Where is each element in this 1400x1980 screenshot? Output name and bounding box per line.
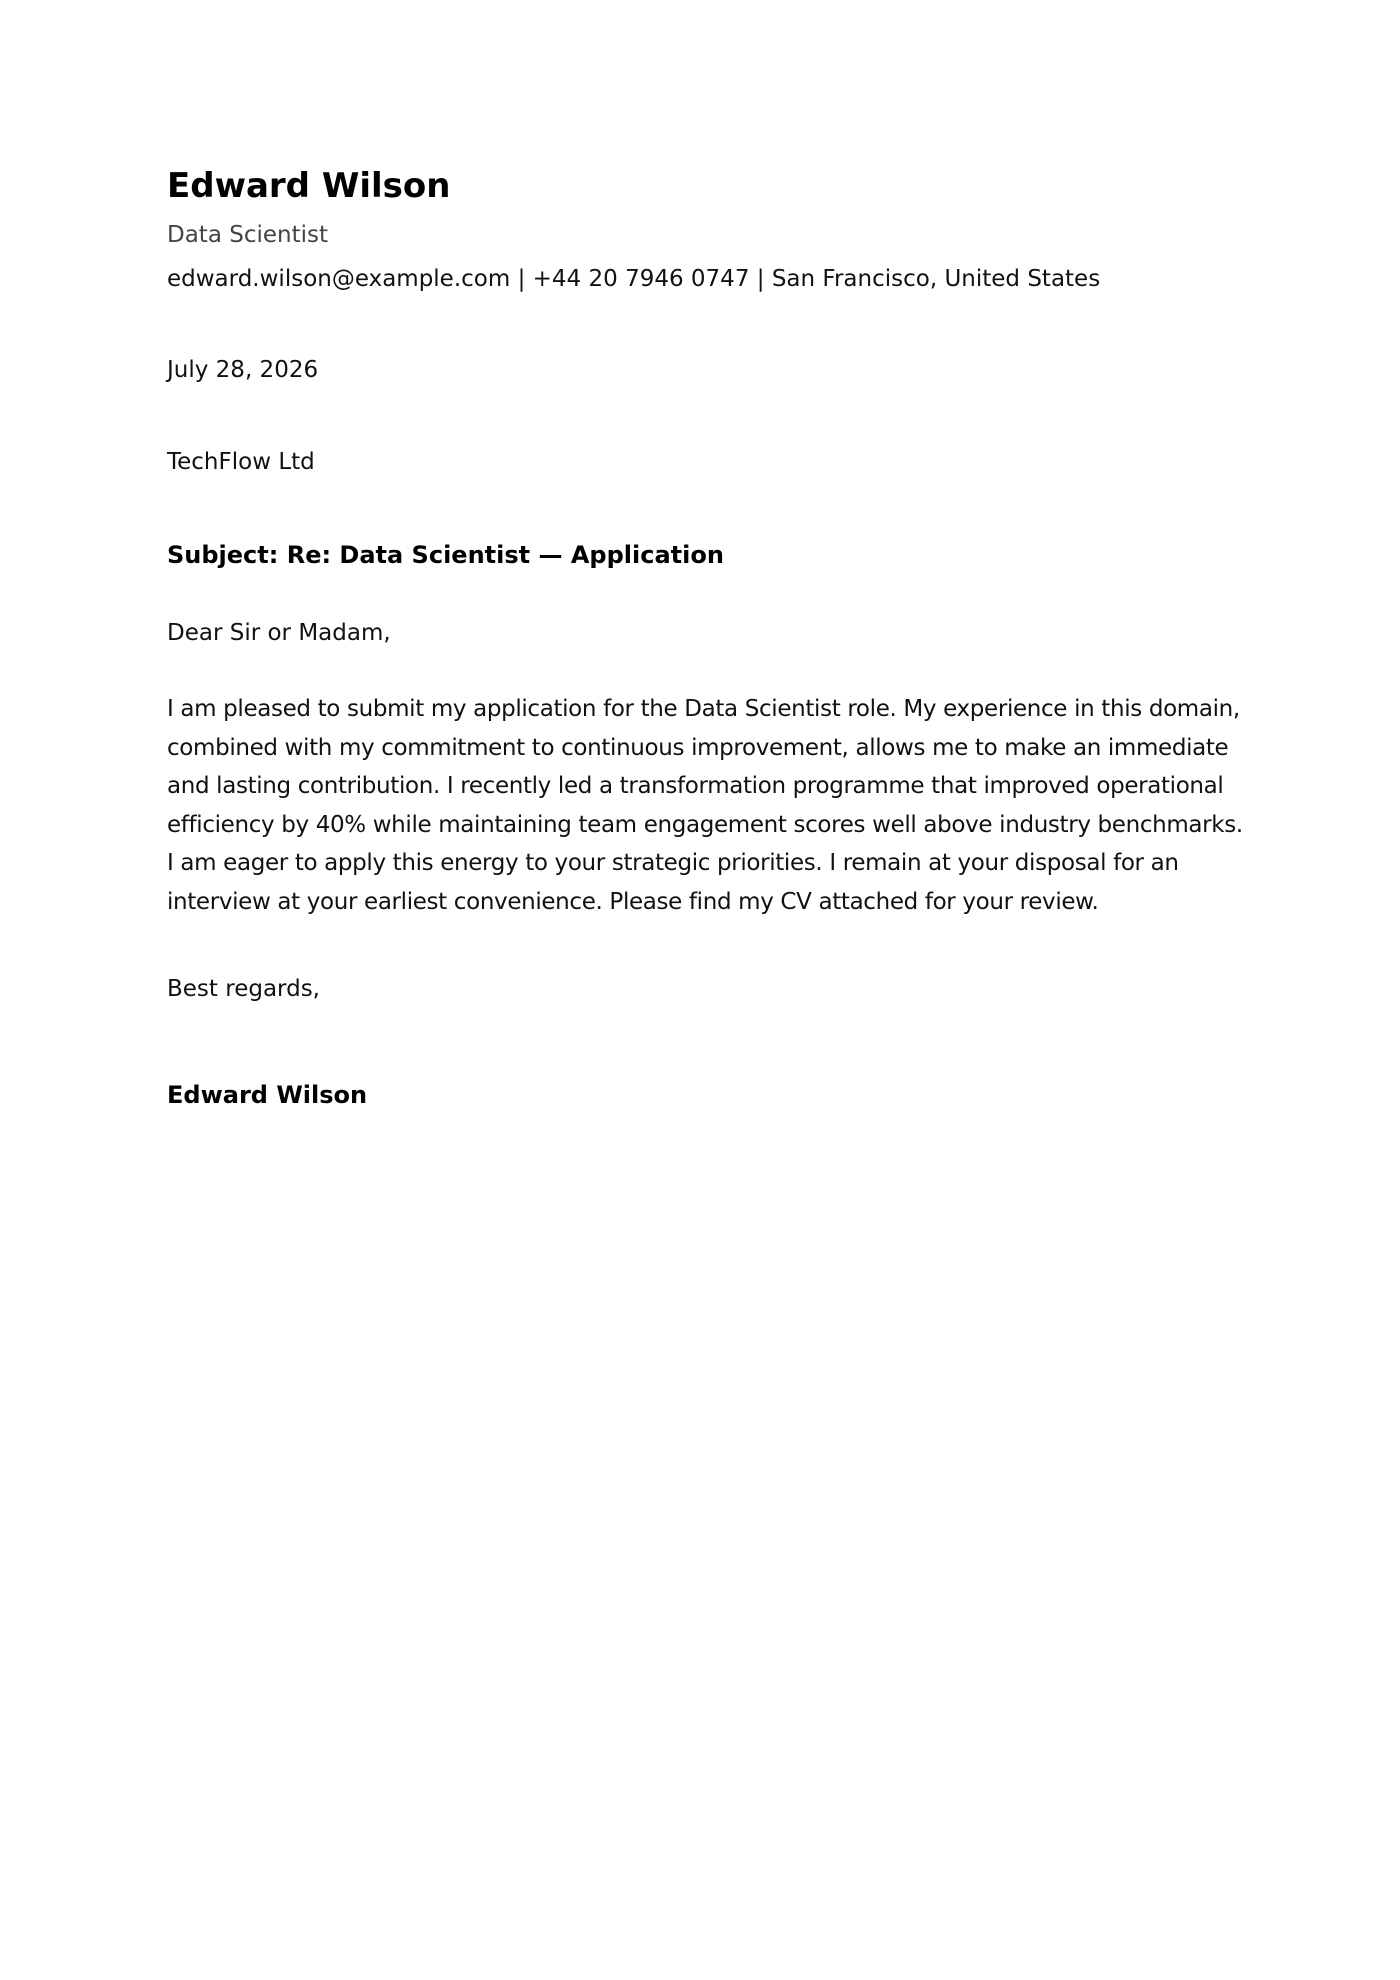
sender-title: Data Scientist: [167, 222, 328, 248]
sender-contact-line: edward.wilson@example.com | +44 20 7946 0747 | San Francisco, United States: [167, 266, 1101, 292]
letter-signature: Edward Wilson: [167, 1081, 368, 1109]
letter-body-paragraph: I am pleased to submit my application for the Data Scientist role. My experience in this domain, combined with my commitment to continuous improvement, allows me to make an immediate and lasting contribution. I recently led a transformation programme that improved operational efficiency by 40% while maintaining team engagement scores well above industry benchmarks. I am eager to apply this energy to your strategic priorities. I remain at your disposal for an interview at your earliest convenience. Please find my CV attached for your review.: [167, 696, 1243, 915]
sender-name: Edward Wilson: [167, 166, 451, 206]
cover-letter-page: [167, 0, 1247, 1980]
letter-subject: Subject: Re: Data Scientist — Application: [167, 541, 724, 569]
letter-closing: Best regards,: [167, 976, 320, 1002]
letter-date: July 28, 2026: [167, 357, 319, 383]
letter-salutation: Dear Sir or Madam,: [167, 620, 391, 646]
recipient-company: TechFlow Ltd: [167, 449, 315, 475]
